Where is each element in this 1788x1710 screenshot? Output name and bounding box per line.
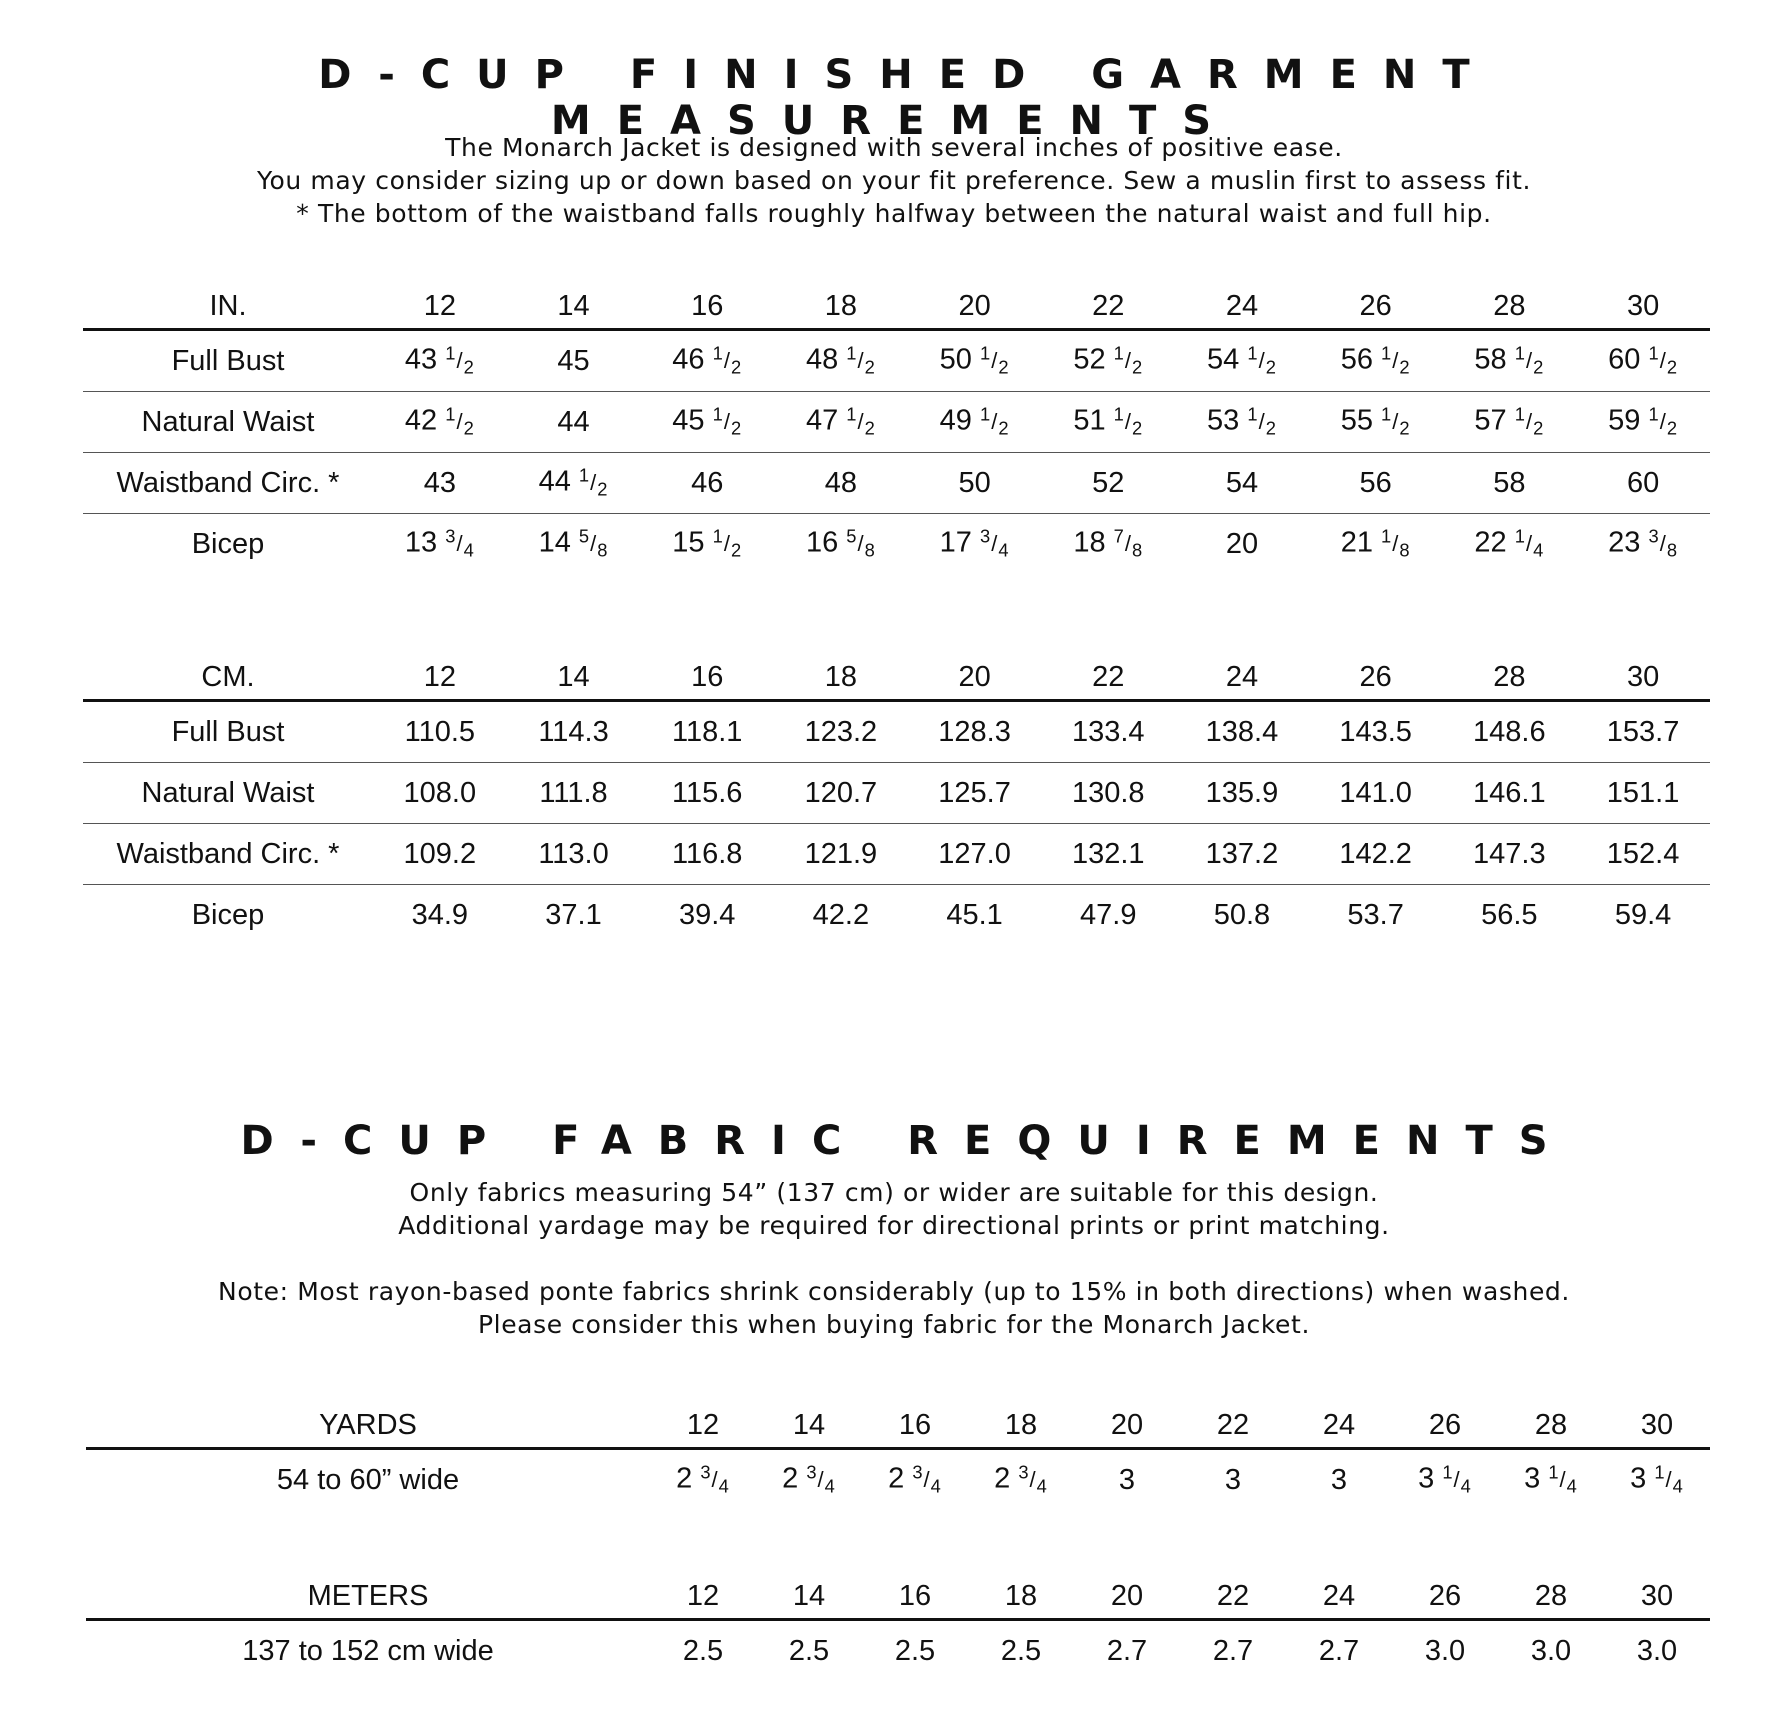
measurement-cell: 113.0 <box>538 837 609 870</box>
measurement-cell: 34.9 <box>411 898 469 931</box>
measurement-cell: 152.4 <box>1606 837 1680 870</box>
measurement-cell: 130.8 <box>1071 776 1145 809</box>
measurement-cell: 118.1 <box>672 715 743 748</box>
measurement-cell: 23 $^3/_8$ <box>1608 526 1679 561</box>
fraction: $^3/_4$ <box>445 526 475 561</box>
size-header: 30 <box>1626 289 1660 322</box>
measurement-cell: 116.8 <box>672 837 743 870</box>
measurement-cell: 153.7 <box>1606 715 1680 748</box>
measurement-cell: 57 $^1/_2$ <box>1474 404 1545 439</box>
size-header: 26 <box>1428 1408 1462 1441</box>
measurement-cell: 2 $^3/_4$ <box>676 1462 730 1497</box>
measurement-cell: 50.8 <box>1213 898 1271 931</box>
garment-intro-line: The Monarch Jacket is designed with several inches of positive ease. <box>445 133 1343 162</box>
fabric-note <box>0 1275 1788 1341</box>
measurement-cell: 148.6 <box>1473 715 1546 748</box>
measurement-cell: 127.0 <box>938 837 1011 870</box>
meters-requirements-table <box>86 1570 1710 1681</box>
size-header: 14 <box>792 1408 826 1441</box>
fraction: $^1/_2$ <box>846 404 876 439</box>
measurement-cell: 60 $^1/_2$ <box>1608 343 1679 378</box>
measurement-cell: 49 $^1/_2$ <box>939 404 1010 439</box>
measurement-cell: 47 $^1/_2$ <box>805 404 876 439</box>
size-header: 20 <box>958 660 991 693</box>
fraction: $^3/_4$ <box>1018 1462 1048 1497</box>
fraction: $^1/_2$ <box>445 343 475 378</box>
row-label: Bicep <box>191 898 265 931</box>
measurement-cell: 43 $^1/_2$ <box>404 343 475 378</box>
size-header: 24 <box>1225 289 1259 322</box>
measurement-cell: 53.7 <box>1347 898 1404 931</box>
fraction: $^5/_8$ <box>578 526 609 561</box>
size-header: 12 <box>423 289 456 322</box>
measurement-cell: 123.2 <box>804 715 878 748</box>
size-header: 28 <box>1534 1579 1568 1612</box>
row-label: Natural Waist <box>141 405 315 438</box>
measurement-cell: 128.3 <box>938 715 1011 748</box>
fraction: $^3/_4$ <box>700 1462 730 1497</box>
fraction: $^1/_8$ <box>1381 526 1411 561</box>
fabric-requirements-heading: D-CUP FABRIC REQUIREMENTS <box>240 1118 1574 1164</box>
size-header: 12 <box>423 660 456 693</box>
measurement-cell: 55 $^1/_2$ <box>1340 404 1411 439</box>
measurement-cell: 143.5 <box>1339 715 1412 748</box>
measurement-cell: 16 $^5/_8$ <box>805 526 876 561</box>
inches-header-row <box>83 280 1710 330</box>
table-row <box>83 392 1710 453</box>
fraction: $^1/_2$ <box>1648 343 1679 378</box>
size-header: 16 <box>898 1579 932 1612</box>
measurement-cell: 48 $^1/_2$ <box>805 343 876 378</box>
measurement-cell: 46 <box>691 466 724 499</box>
measurement-cell: 2.5 <box>1000 1634 1042 1667</box>
fraction: $^5/_8$ <box>846 526 876 561</box>
garment-intro-line: You may consider sizing up or down based on your fit preference. Sew a muslin first to assess fit. <box>256 166 1532 195</box>
size-header: 12 <box>686 1408 720 1441</box>
size-header: 18 <box>824 660 858 693</box>
measurement-cell: 17 $^3/_4$ <box>939 526 1010 561</box>
measurement-cell: 52 $^1/_2$ <box>1073 343 1144 378</box>
measurement-cell: 45 $^1/_2$ <box>672 404 743 439</box>
measurement-cell: 120.7 <box>804 776 878 809</box>
measurement-cell: 121.9 <box>804 837 878 870</box>
measurement-cell: 44 <box>557 405 590 438</box>
fraction: $^1/_2$ <box>1514 343 1545 378</box>
fraction: $^1/_2$ <box>979 404 1010 439</box>
measurement-cell: 3 <box>1330 1463 1348 1496</box>
measurement-cell: 147.3 <box>1473 837 1546 870</box>
measurement-cell: 54 $^1/_2$ <box>1207 343 1277 378</box>
size-header: 24 <box>1322 1579 1356 1612</box>
size-header: 22 <box>1216 1408 1250 1441</box>
size-header: 22 <box>1216 1579 1250 1612</box>
size-header: 24 <box>1322 1408 1356 1441</box>
unit-label: IN. <box>209 289 247 322</box>
fraction: $^1/_2$ <box>445 404 475 439</box>
fraction: $^1/_4$ <box>1442 1462 1472 1497</box>
size-header: 18 <box>1004 1408 1038 1441</box>
measurement-cell: 53 $^1/_2$ <box>1207 404 1277 439</box>
measurement-cell: 137.2 <box>1205 837 1279 870</box>
measurement-cell: 2.7 <box>1212 1634 1254 1667</box>
size-header: 14 <box>557 289 590 322</box>
size-header: 24 <box>1225 660 1259 693</box>
measurement-cell: 50 <box>958 466 991 499</box>
measurement-cell: 45.1 <box>946 898 1003 931</box>
measurement-cell: 54 <box>1225 466 1259 499</box>
unit-label: METERS <box>307 1579 429 1612</box>
inches-measurement-table <box>83 280 1710 574</box>
fraction: $^3/_4$ <box>979 526 1010 561</box>
fraction: $^1/_2$ <box>712 343 743 378</box>
centimeters-header-row <box>83 651 1710 701</box>
size-header: 16 <box>691 660 724 693</box>
measurement-cell: 2 $^3/_4$ <box>888 1462 942 1497</box>
table-row <box>83 514 1710 575</box>
garment-intro-line: * The bottom of the waistband falls roughly halfway between the natural waist and full hip. <box>296 199 1492 228</box>
measurement-cell: 48 <box>824 466 858 499</box>
measurement-cell: 2.5 <box>894 1634 936 1667</box>
meters-header-row <box>86 1570 1710 1620</box>
table-row <box>83 824 1710 885</box>
fabric-intro <box>0 1176 1788 1242</box>
measurement-cell: 42 $^1/_2$ <box>404 404 475 439</box>
yards-requirements-table <box>86 1399 1710 1510</box>
measurement-cell: 3 $^1/_4$ <box>1418 1462 1472 1497</box>
measurement-cell: 132.1 <box>1071 837 1145 870</box>
size-header: 12 <box>686 1579 720 1612</box>
measurement-cell: 2.7 <box>1106 1634 1148 1667</box>
table-row <box>83 885 1710 946</box>
fraction: $^3/_8$ <box>1648 526 1679 561</box>
centimeters-measurement-table <box>83 651 1710 945</box>
fraction: $^1/_2$ <box>712 404 743 439</box>
fabric-intro-line: Only fabrics measuring 54” (137 cm) or wider are suitable for this design. <box>409 1178 1379 1207</box>
measurement-cell: 39.4 <box>678 898 736 931</box>
measurement-cell: 58 <box>1493 466 1526 499</box>
measurement-cell: 2.7 <box>1318 1634 1360 1667</box>
fabric-note-line: Note: Most rayon-based ponte fabrics shrink considerably (up to 15% in both directions) when washed. <box>218 1277 1570 1306</box>
measurement-cell: 3.0 <box>1636 1634 1678 1667</box>
measurement-cell: 42.2 <box>812 898 870 931</box>
measurement-cell: 2 $^3/_4$ <box>782 1462 836 1497</box>
fraction: $^1/_2$ <box>1381 404 1411 439</box>
garment-intro <box>0 131 1788 230</box>
garment-measurements-heading: D-CUP FINISHED GARMENT MEASUREMENTS <box>318 52 1496 144</box>
row-label: Waistband Circ. * <box>116 837 340 870</box>
size-header: 28 <box>1534 1408 1568 1441</box>
unit-label: YARDS <box>319 1408 417 1441</box>
size-header: 20 <box>958 289 991 322</box>
size-header: 18 <box>1004 1579 1038 1612</box>
row-label: Full Bust <box>171 344 285 377</box>
measurement-cell: 3 <box>1118 1463 1136 1496</box>
table-row <box>86 1449 1710 1511</box>
measurement-cell: 59 $^1/_2$ <box>1608 404 1679 439</box>
measurement-cell: 2.5 <box>788 1634 830 1667</box>
measurement-cell: 56 $^1/_2$ <box>1340 343 1411 378</box>
measurement-cell: 50 $^1/_2$ <box>939 343 1010 378</box>
measurement-cell: 56 <box>1359 466 1392 499</box>
measurement-cell: 59.4 <box>1614 898 1672 931</box>
measurement-cell: 21 $^1/_8$ <box>1340 526 1411 561</box>
measurement-cell: 44 $^1/_2$ <box>538 465 609 500</box>
measurement-cell: 2.5 <box>682 1634 724 1667</box>
measurement-cell: 43 <box>423 466 456 499</box>
table-row <box>83 453 1710 514</box>
fraction: $^1/_4$ <box>1654 1462 1684 1497</box>
table-row <box>83 330 1710 392</box>
fraction: $^1/_2$ <box>1514 404 1545 439</box>
size-header: 26 <box>1359 660 1392 693</box>
measurement-cell: 108.0 <box>403 776 477 809</box>
measurement-cell: 3 <box>1224 1463 1242 1496</box>
fraction: $^1/_2$ <box>1113 404 1144 439</box>
size-header: 16 <box>691 289 724 322</box>
size-header: 26 <box>1359 289 1392 322</box>
measurement-cell: 37.1 <box>545 898 602 931</box>
row-label: Natural Waist <box>141 776 315 809</box>
measurement-cell: 56.5 <box>1481 898 1538 931</box>
measurement-cell: 3.0 <box>1424 1634 1466 1667</box>
table-row <box>86 1620 1710 1682</box>
measurement-cell: 125.7 <box>938 776 1011 809</box>
measurement-cell: 45 <box>557 344 590 377</box>
size-header: 14 <box>792 1579 826 1612</box>
measurement-cell: 20 <box>1225 527 1259 560</box>
size-header: 16 <box>898 1408 932 1441</box>
fraction: $^1/_2$ <box>578 465 609 500</box>
measurement-cell: 141.0 <box>1339 776 1412 809</box>
measurement-cell: 3 $^1/_4$ <box>1630 1462 1684 1497</box>
measurement-cell: 110.5 <box>404 715 476 748</box>
fraction: $^1/_2$ <box>1113 343 1144 378</box>
fraction: $^1/_2$ <box>979 343 1010 378</box>
measurement-cell: 60 <box>1626 466 1660 499</box>
fabric-note-line: Please consider this when buying fabric for the Monarch Jacket. <box>477 1310 1310 1339</box>
fabric-intro-line: Additional yardage may be required for directional prints or print matching. <box>398 1211 1390 1240</box>
row-label: Waistband Circ. * <box>116 466 340 499</box>
fraction: $^7/_8$ <box>1113 526 1144 561</box>
fraction: $^3/_4$ <box>806 1462 836 1497</box>
size-header: 18 <box>824 289 858 322</box>
fraction: $^1/_4$ <box>1514 526 1545 561</box>
row-label: Bicep <box>191 527 265 560</box>
fraction: $^1/_2$ <box>1381 343 1411 378</box>
measurement-cell: 52 <box>1092 466 1125 499</box>
size-header: 20 <box>1110 1579 1144 1612</box>
measurement-cell: 111.8 <box>539 776 608 809</box>
measurement-cell: 15 $^1/_2$ <box>672 526 743 561</box>
measurement-cell: 142.2 <box>1339 837 1412 870</box>
measurement-cell: 47.9 <box>1080 898 1137 931</box>
fraction: $^1/_2$ <box>846 343 876 378</box>
row-label: Full Bust <box>171 715 285 748</box>
size-header: 30 <box>1626 660 1660 693</box>
measurement-cell: 3 $^1/_4$ <box>1524 1462 1578 1497</box>
size-header: 22 <box>1092 660 1125 693</box>
size-header: 22 <box>1092 289 1125 322</box>
measurement-cell: 13 $^3/_4$ <box>404 526 475 561</box>
row-label: 137 to 152 cm wide <box>242 1634 494 1667</box>
size-header: 28 <box>1493 660 1526 693</box>
measurement-cell: 138.4 <box>1205 715 1279 748</box>
measurement-cell: 18 $^7/_8$ <box>1073 526 1144 561</box>
measurement-cell: 114.3 <box>538 715 609 748</box>
fraction: $^1/_4$ <box>1548 1462 1578 1497</box>
fraction: $^3/_4$ <box>912 1462 942 1497</box>
measurement-cell: 14 $^5/_8$ <box>538 526 609 561</box>
measurement-cell: 58 $^1/_2$ <box>1474 343 1545 378</box>
unit-label: CM. <box>201 660 255 693</box>
size-header: 14 <box>557 660 590 693</box>
measurement-cell: 135.9 <box>1205 776 1279 809</box>
fraction: $^1/_2$ <box>1648 404 1679 439</box>
size-header: 30 <box>1640 1579 1674 1612</box>
measurement-cell: 46 $^1/_2$ <box>672 343 743 378</box>
fraction: $^1/_2$ <box>1247 343 1277 378</box>
measurement-cell: 22 $^1/_4$ <box>1474 526 1545 561</box>
measurement-cell: 151.1 <box>1606 776 1680 809</box>
measurement-cell: 51 $^1/_2$ <box>1073 404 1144 439</box>
size-header: 30 <box>1640 1408 1674 1441</box>
size-header: 26 <box>1428 1579 1462 1612</box>
measurement-cell: 115.6 <box>672 776 743 809</box>
measurement-cell: 133.4 <box>1071 715 1145 748</box>
measurement-cell: 2 $^3/_4$ <box>994 1462 1048 1497</box>
size-header: 20 <box>1110 1408 1144 1441</box>
row-label: 54 to 60” wide <box>276 1463 460 1496</box>
table-row <box>83 701 1710 763</box>
fraction: $^1/_2$ <box>712 526 743 561</box>
measurement-cell: 146.1 <box>1473 776 1546 809</box>
yards-header-row <box>86 1399 1710 1449</box>
fraction: $^1/_2$ <box>1247 404 1277 439</box>
table-row <box>83 763 1710 824</box>
size-header: 28 <box>1493 289 1526 322</box>
measurement-cell: 109.2 <box>403 837 477 870</box>
measurement-cell: 3.0 <box>1530 1634 1572 1667</box>
